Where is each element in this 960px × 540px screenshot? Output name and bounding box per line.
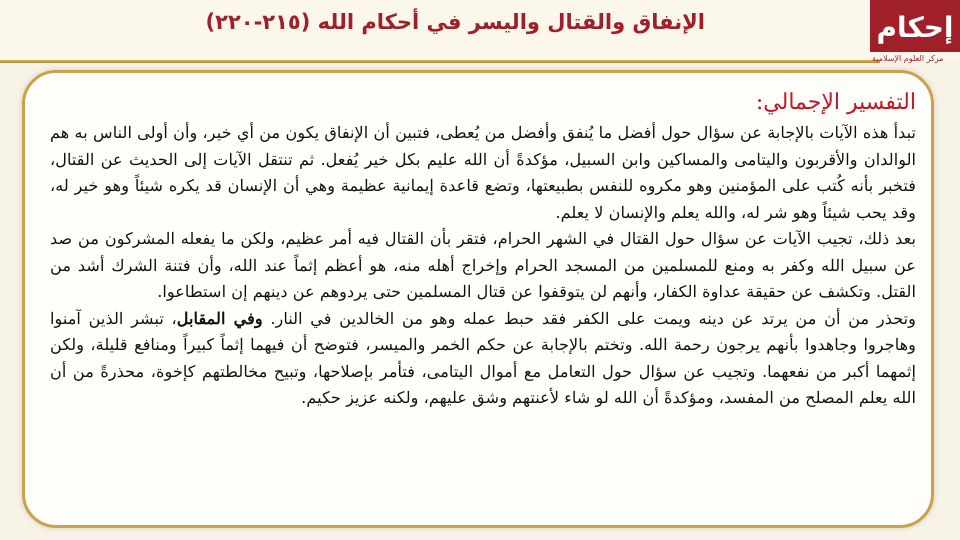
divider (0, 60, 880, 63)
logo (866, 0, 960, 80)
slide-title: الإنفاق والقتال واليسر في أحكام الله (٢١٥-٢٢٠) (205, 10, 705, 34)
paragraph-3-bold: وفي المقابل (176, 308, 263, 328)
paragraph-3-start: وتحذر من أن من يرتد عن دينه ويمت على الكفر فقد حبط عمله وهو من الخالدين في النار. (262, 308, 916, 328)
paragraph-2: بعد ذلك، تجيب الآيات عن سؤال حول القتال في الشهر الحرام، فتقر بأن القتال فيه أمر عظيم، ولكن ما يفعله المشركون من صد عن سبيل الله وكفر به ومنع للمسلمين من المسجد الحرام وإخراج أهله منه، هو أعظم إثماً عند الله، وأن فتنة الشرك أشد من القتل. وتكشف عن حقيقة عداوة الكفار، وأنهم لن يتوقفوا عن قتال المسلمين حتى يردوهم عن دينهم إن استطاعوا. (50, 229, 916, 301)
paragraph-1: تبدأ هذه الآيات بالإجابة عن سؤال حول أفضل ما يُنفق وأفضل من يُعطى، فتبين أن الإنفاق يكون من أي خير، وأن أولى الناس به هم الوالدان والأقربون واليتامى والمساكين وابن السبيل، مؤكدةً أن الله عليم بكل خير يُفعل. ثم تنتقل الآيات إلى الحديث عن القتال، فتخبر بأنه كُتب على المؤمنين وهو مكروه للنفس بطبيعتها، وتضع قاعدة إيمانية عظيمة وهي أن الإنسان قد يكره شيئاً وهو خير له، وقد يحب شيئاً وهو شر له، والله يعلم والإنسان لا يعلم. (50, 123, 916, 222)
logo-subtitle: مركز العلوم الإسلامية (872, 54, 944, 63)
content-text (50, 86, 916, 412)
logo-mark: إحكام (870, 0, 960, 52)
paragraph-3 (50, 306, 916, 412)
section-heading: التفسير الإجمالي: (755, 90, 916, 115)
paragraph-3-end: ، تبشر الذين آمنوا وهاجروا وجاهدوا بأنهم يرجون رحمة الله. وتختم بالإجابة عن حكم الخمر والميسر، فتوضح أن فيهما إثماً كبيراً ومنافع قليلة، ولكن إثمهما أكبر من نفعهما. وتجيب عن سؤال حول التعامل مع أموال اليتامى، فتأمر بإصلاحها، وتبيح مخالطتهم كإخوة، محذرةً من أن الله يعلم المصلح من المفسد، ومؤكدةً أن الله لو شاء لأعنتهم وشق عليهم، ولكنه عزيز حكيم. (50, 308, 916, 407)
